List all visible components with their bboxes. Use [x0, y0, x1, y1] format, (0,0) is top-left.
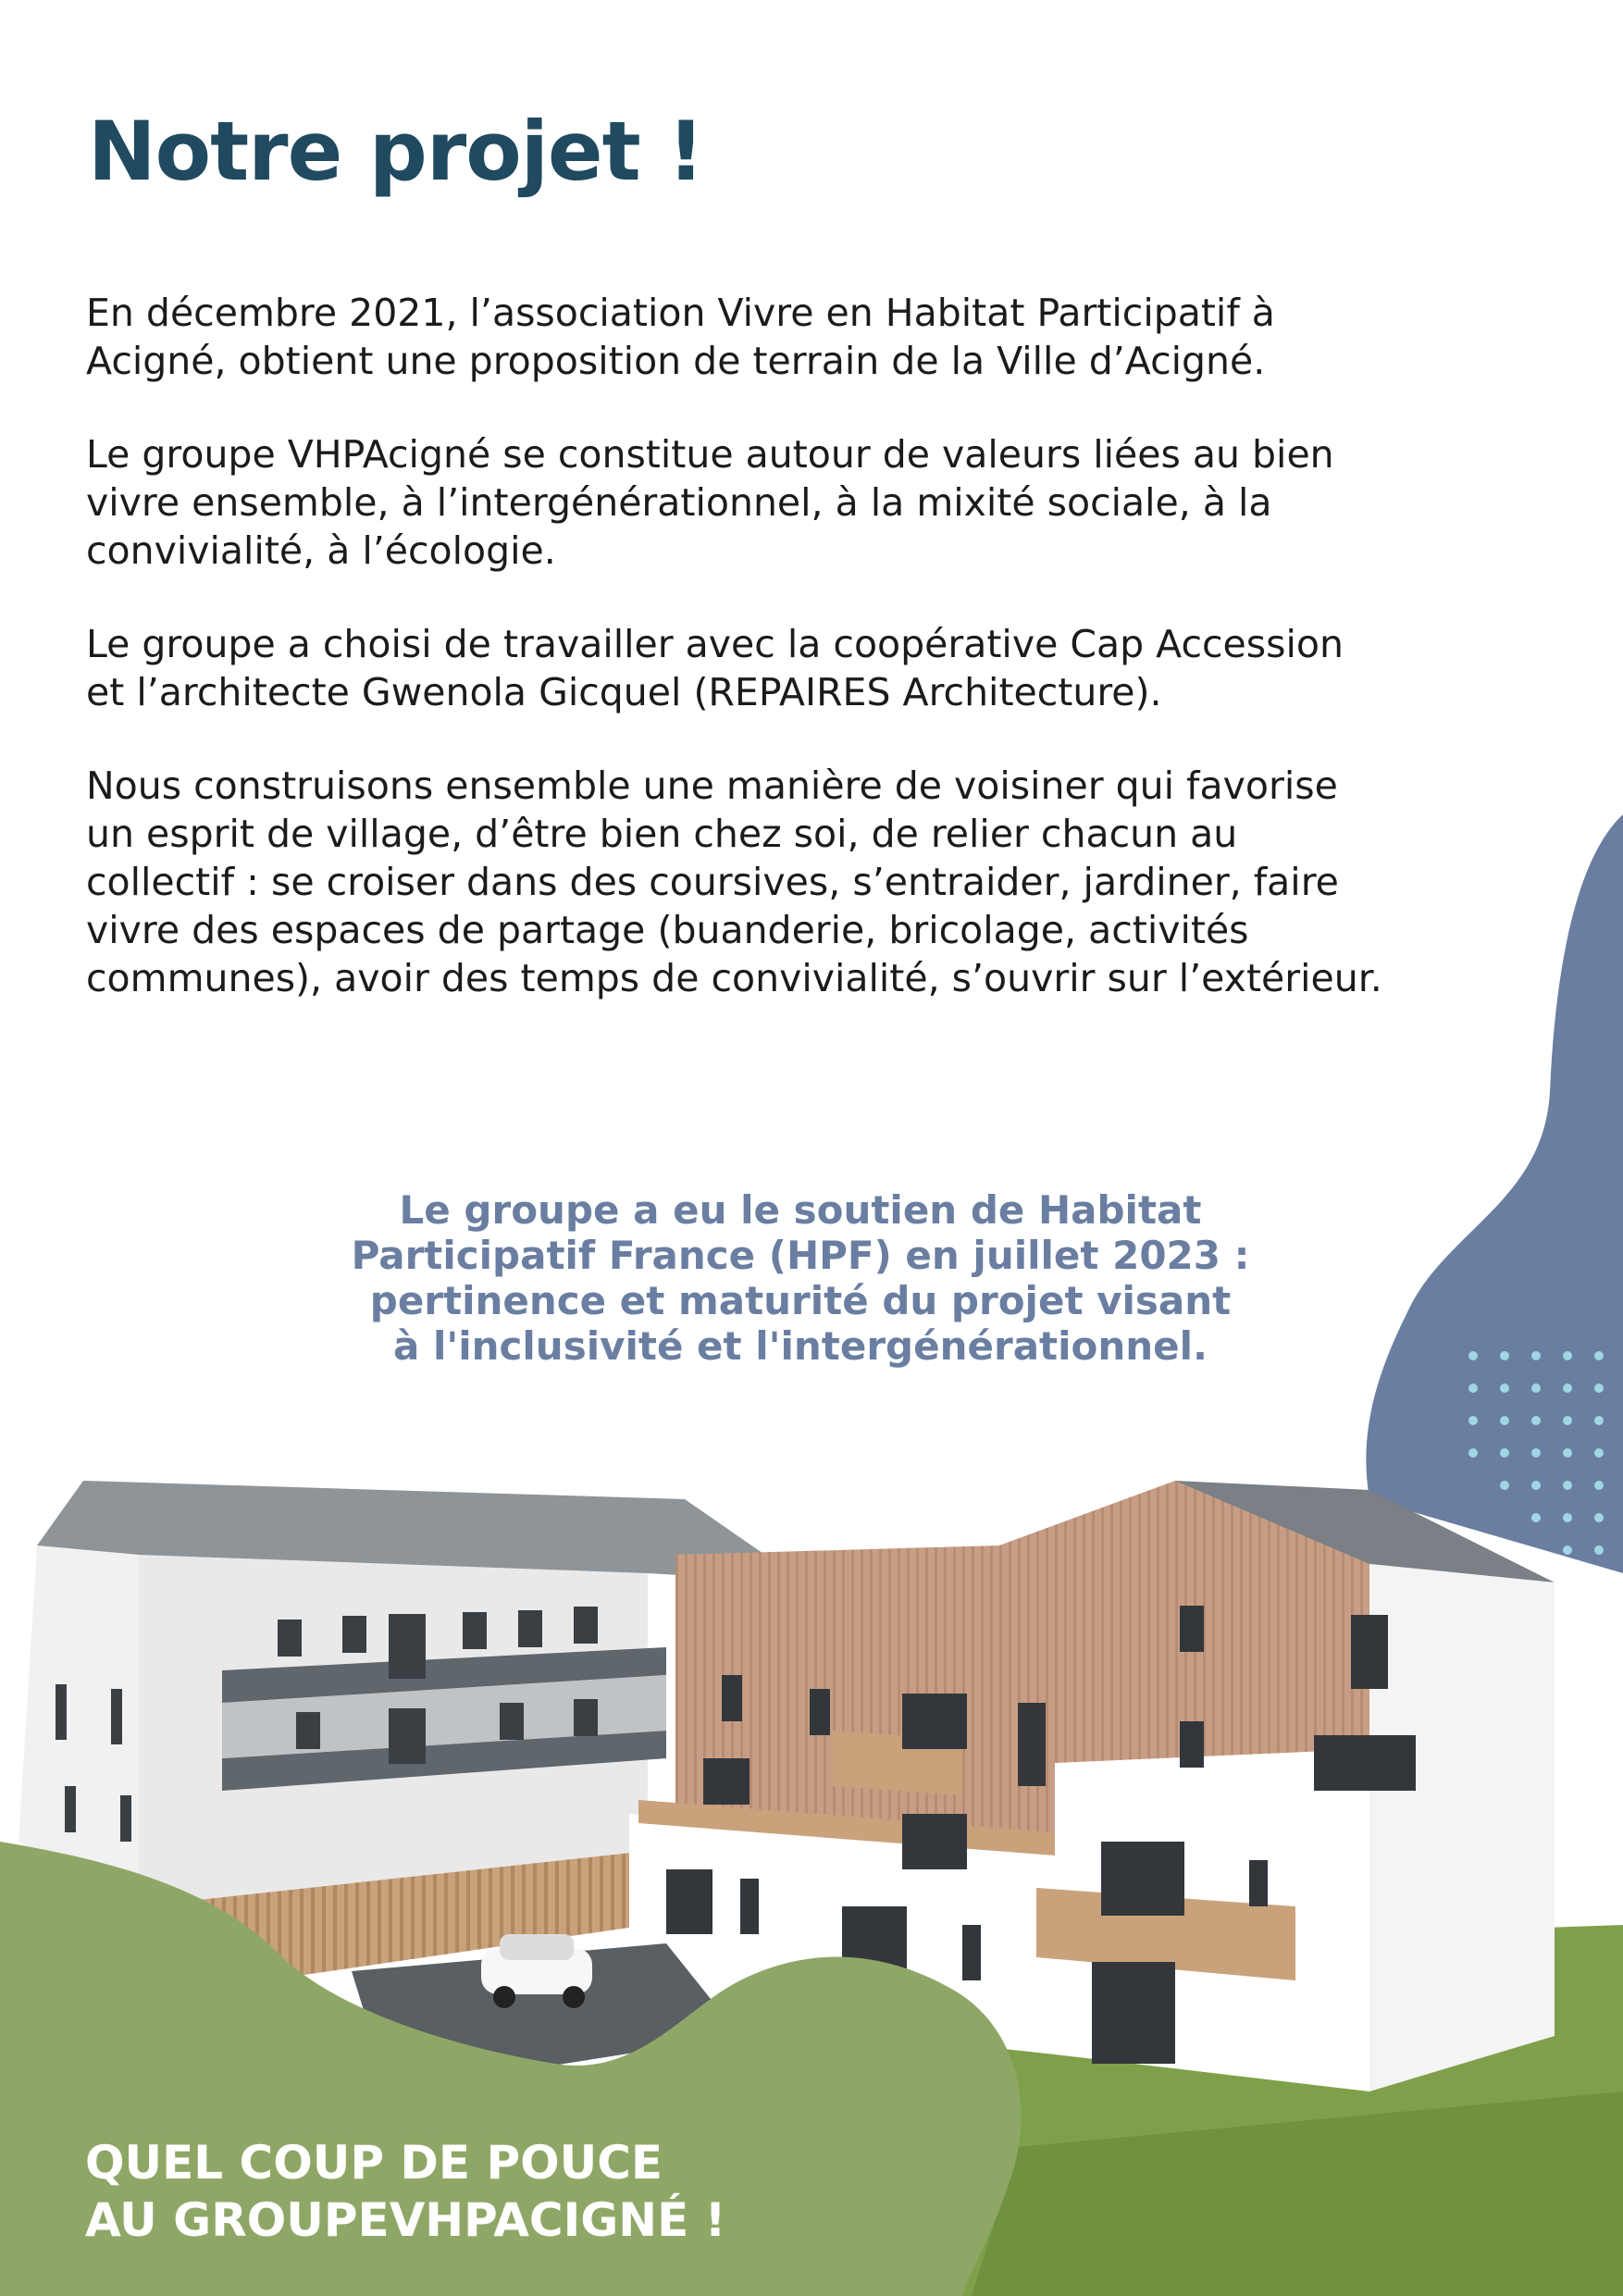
text-line: vivre ensemble, à l’intergénérationnel, à la mixité sociale, à la: [86, 480, 1272, 525]
page-title: Notre projet !: [88, 104, 704, 199]
quote-line: Participatif France (HPF) en juillet 2023 :: [351, 1233, 1250, 1278]
text-line: collectif : se croiser dans des coursives, s’entraider, jardiner, faire: [86, 860, 1339, 904]
text-line: Acigné, obtient une proposition de terrain de la Ville d’Acigné.: [86, 339, 1266, 383]
quote-line: Le groupe a eu le soutien de Habitat: [399, 1187, 1202, 1233]
quote-line: à l'inclusivité et l'intergénérationnel.: [392, 1323, 1208, 1369]
call-to-action: [85, 2134, 725, 2249]
cta-line: QUEL COUP DE POUCE: [85, 2136, 663, 2190]
text-line: En décembre 2021, l’association Vivre en Habitat Participatif à: [86, 291, 1275, 335]
text-line: communes), avoir des temps de convivialité, s’ouvrir sur l’extérieur.: [86, 956, 1382, 1000]
text-line: un esprit de village, d’être bien chez soi, de relier chacun au: [86, 812, 1238, 856]
text-line: vivre des espaces de partage (buanderie, bricolage, activités: [86, 908, 1249, 952]
quote-line: pertinence et maturité du projet visant: [369, 1278, 1232, 1323]
text-line: Nous construisons ensemble une manière de voisiner qui favorise: [86, 763, 1338, 808]
text-line: Le groupe a choisi de travailler avec la coopérative Cap Accession: [86, 622, 1344, 666]
text-line: et l’architecte Gwenola Gicquel (REPAIRES Architecture).: [86, 670, 1162, 714]
text-line: Le groupe VHPAcigné se constitue autour de valeurs liées au bien: [86, 432, 1334, 477]
text-line: convivialité, à l’écologie.: [86, 528, 556, 573]
cta-line: AU GROUPEVHPACIGNÉ !: [85, 2193, 726, 2247]
